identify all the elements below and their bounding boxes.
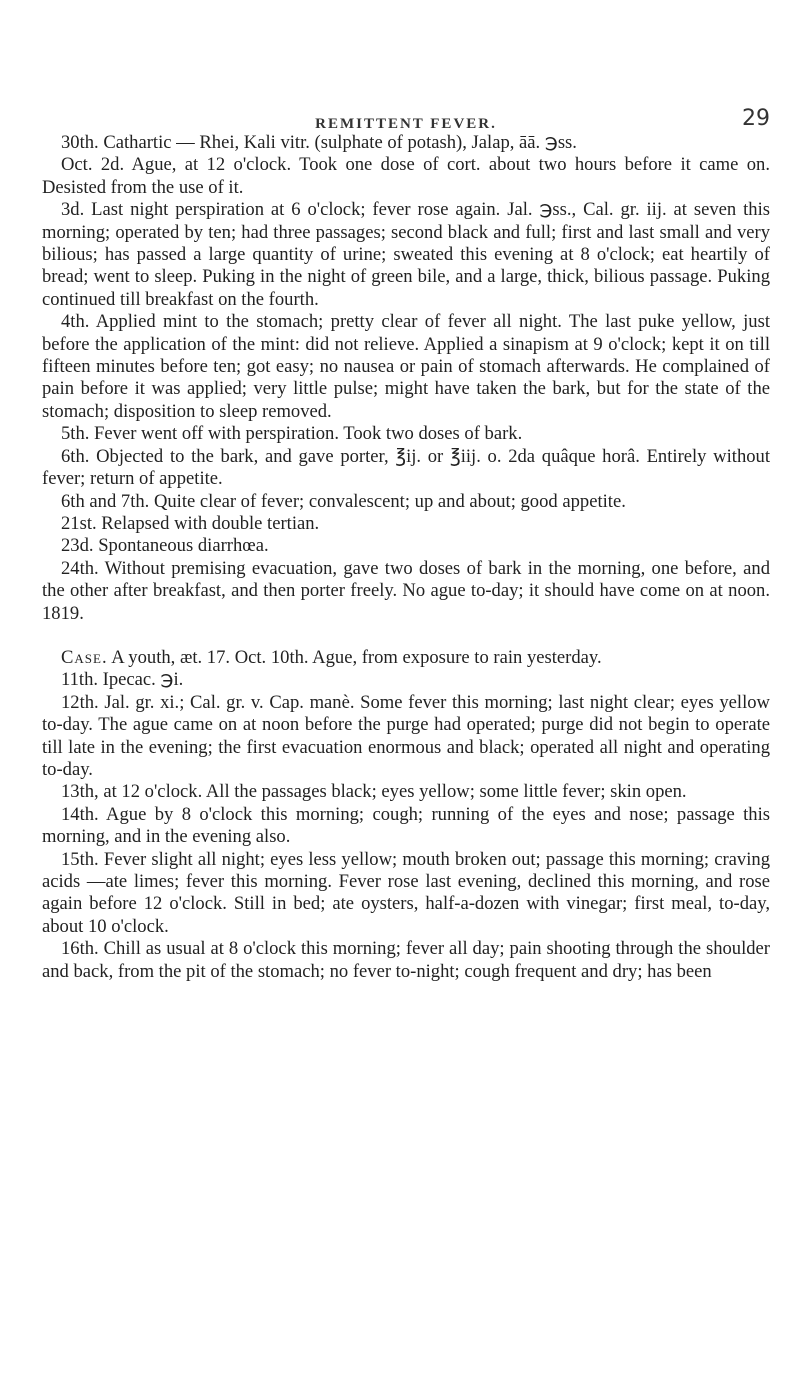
paragraph: 14th. Ague by 8 o'clock this morning; cough; running of the eyes and nose; passage this morning, and in the evening also. — [42, 803, 770, 848]
paragraph: Oct. 2d. Ague, at 12 o'clock. Took one dose of cort. about two hours before it came on. Desisted from the use of it. — [42, 154, 770, 198]
paragraph: 6th. Objected to the bark, and gave porter, ℥ij. or ℥iij. o. 2da quâque horâ. Entirely without fever; return of appetite. — [42, 445, 770, 490]
section-gap — [42, 625, 770, 647]
paragraph: 15th. Fever slight all night; eyes less yellow; mouth broken out; passage this morning; craving acids —ate limes; fever this morning. Fever rose last evening, declined this morning, and rose again before 12 o'clock. Still in bed; ate oysters, half-a-dozen with vinegar; first meal, to-day, about 10 o'clock. — [42, 848, 770, 937]
paragraph: 4th. Applied mint to the stomach; pretty clear of fever all night. The last puke yellow, just before the application of the mint: did not relieve. Applied a sinapism at 9 o'clock; kept it on till fifteen minutes before ten; got easy; no nausea or pain of stomach afterwards. He complained of pain before it was applied; very little pulse; might have taken the bark, but for the state of the stomach; disposition to sleep removed. — [42, 311, 770, 422]
paragraph: 24th. Without premising evacuation, gave two doses of bark in the morning, one before, and the other after breakfast, and then porter freely. No ague to-day; it should have come on at noon. 1819. — [42, 557, 770, 624]
page-number: 29 — [742, 106, 770, 131]
paragraph: 6th and 7th. Quite clear of fever; convalescent; up and about; good appetite. — [61, 490, 626, 512]
paragraph: 3d. Last night perspiration at 6 o'clock; fever rose again. Jal. ℈ss., Cal. gr. iij. at seven this morning; operated by ten; had three passages; second black and full; first and last small and very bilious; has passed a large quantity of urine; sweated this evening at 8 o'clock; eat heartily of bread; went to sleep. Puking in the night of green bile, and a large, thick, bilious passage. Puking continued till breakfast on the fourth. — [42, 199, 770, 310]
paragraph: 5th. Fever went off with perspiration. Took two doses of bark. — [61, 423, 523, 445]
running-title: REMITTENT FEVER. — [315, 116, 497, 132]
case-paragraph — [42, 647, 770, 669]
case-label: Case. — [61, 646, 108, 668]
running-head — [42, 98, 770, 132]
paragraph: 21st. Relapsed with double tertian. — [61, 512, 320, 534]
paragraph: 30th. Cathartic — Rhei, Kali vitr. (sulphate of potash), Jalap, āā. ℈ss. — [61, 132, 577, 153]
paragraph: 13th, at 12 o'clock. All the passages black; eyes yellow; some little fever; skin open. — [61, 781, 687, 803]
book-page — [42, 98, 770, 983]
paragraph: 12th. Jal. gr. xi.; Cal. gr. v. Cap. manè. Some fever this morning; last night clear; eyes yellow to-day. The ague came on at noon before the purge had operated; purge did not begin to operate till late in the evening; the first evacuation enormous and black; operated all night and operating to-day. — [42, 691, 770, 780]
case-intro: A youth, æt. 17. Oct. 10th. Ague, from exposure to rain yesterday. — [107, 646, 602, 668]
paragraph: 11th. Ipecac. ℈i. — [61, 669, 184, 691]
paragraph: 16th. Chill as usual at 8 o'clock this morning; fever all day; pain shooting through the shoulder and back, from the pit of the stomach; no fever to-night; cough frequent and dry; has been — [42, 938, 770, 982]
body-text — [42, 132, 770, 983]
paragraph: 23d. Spontaneous diarrhœa. — [61, 535, 269, 557]
